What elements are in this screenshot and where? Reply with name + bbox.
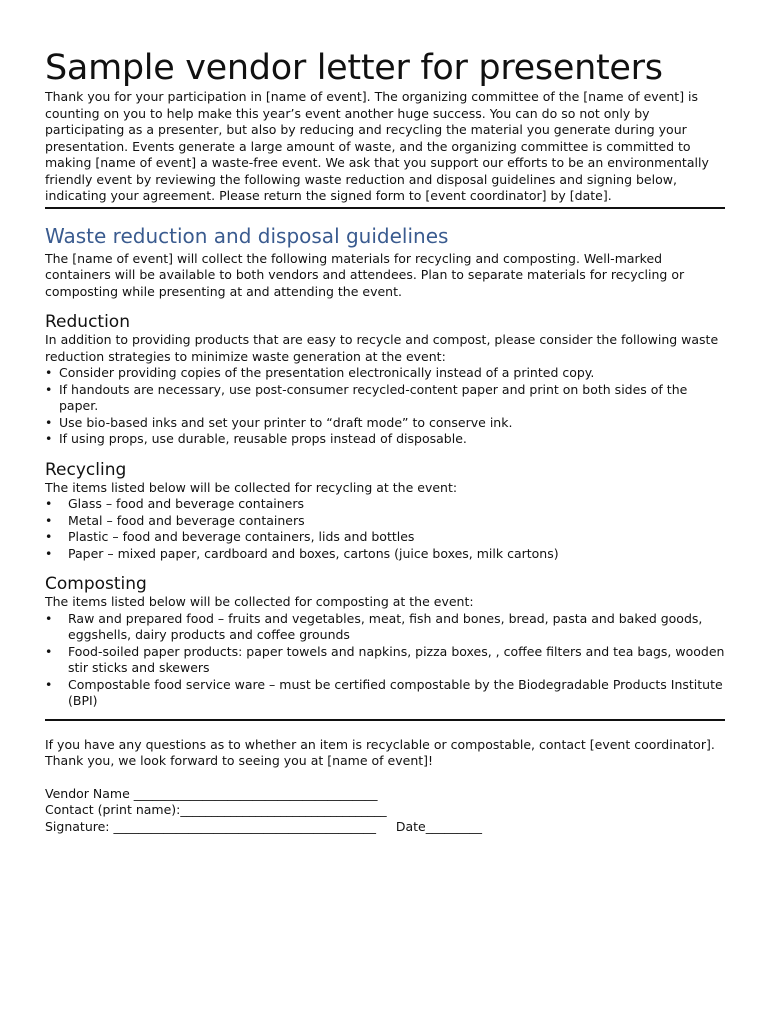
signature-block xyxy=(45,786,725,836)
list-item: • If using props, use durable, reusable props instead of disposable. xyxy=(45,431,725,448)
vendor-name-field[interactable]: Vendor Name _______________________________________ xyxy=(45,785,378,801)
reduction-list xyxy=(45,365,725,448)
list-item: • Glass – food and beverage containers xyxy=(45,496,725,513)
contact-name-field[interactable]: Contact (print name):_________________________________ xyxy=(45,802,387,817)
list-item: • Plastic – food and beverage containers, lids and bottles xyxy=(45,529,725,546)
letter-content xyxy=(45,48,725,835)
list-item: • Raw and prepared food – fruits and vegetables, meat, fish and bones, bread, pasta and baked goods, eggshells, dairy products and coffee grounds xyxy=(45,611,725,644)
reduction-paragraph: In addition to providing products that are easy to recycle and compost, please consider the following waste reduction strategies to minimize waste generation at the event: xyxy=(45,332,719,364)
list-item: • Food-soiled paper products: paper towels and napkins, pizza boxes, , coffee filters and tea bags, wooden stir sticks and skewers xyxy=(45,644,725,677)
divider-top xyxy=(45,207,725,209)
recycling-heading: Recycling xyxy=(45,459,127,480)
date-field[interactable]: Date_________ xyxy=(395,818,483,834)
signature-row xyxy=(45,819,725,836)
intro-paragraph: Thank you for your participation in [name of event]. The organizing committee of the [name of event] is counting on you to help make this year’s event another huge success. You can do so not only by participating as a presenter, but also by reducing and recycling the material you generate during your presentation. Events generate a large amount of waste, and the organizing committee is committed to making [name of event] a waste-free event. We ask that you support our efforts to be an environmentally friendly event by reviewing the following waste reduction and disposal guidelines and signing below, indicating your agreement. Please return the signed form to [event coordinator] by [date]. xyxy=(45,89,709,203)
list-item: • Use bio-based inks and set your printer to “draft mode” to conserve ink. xyxy=(45,415,725,432)
reduction-heading: Reduction xyxy=(45,312,130,332)
composting-list xyxy=(45,611,725,719)
page-title: Sample vendor letter for presenters xyxy=(45,48,663,88)
divider-bottom xyxy=(45,719,725,721)
composting-heading: Composting xyxy=(45,574,147,594)
list-item: • Metal – food and beverage containers xyxy=(45,513,725,530)
list-item: • Paper – mixed paper, cardboard and boxes, cartons (juice boxes, milk cartons) xyxy=(45,546,725,563)
recycling-list xyxy=(45,496,725,562)
list-item: • Consider providing copies of the presentation electronically instead of a printed copy. xyxy=(45,365,725,382)
guidelines-heading: Waste reduction and disposal guidelines xyxy=(45,223,449,248)
recycling-paragraph: The items listed below will be collected for recycling at the event: xyxy=(45,479,458,495)
signature-field[interactable]: Signature: __________________________________________ xyxy=(45,818,376,834)
closing-paragraph: If you have any questions as to whether an item is recyclable or compostable, contact [event coordinator]. Thank you, we look forward to seeing you at [name of event]! xyxy=(45,736,715,768)
list-item: • If handouts are necessary, use post-consumer recycled-content paper and print on both sides of the paper. xyxy=(45,382,725,415)
guidelines-paragraph: The [name of event] will collect the following materials for recycling and composting. Well-marked containers will be available to both vendors and attendees. Plan to separate materials for recycling or composting while presenting at and attending the event. xyxy=(45,250,685,299)
composting-paragraph: The items listed below will be collected for composting at the event: xyxy=(45,594,474,609)
list-item: • Compostable food service ware – must be certified compostable by the Biodegradable Products Institute (BPI) xyxy=(45,677,725,710)
